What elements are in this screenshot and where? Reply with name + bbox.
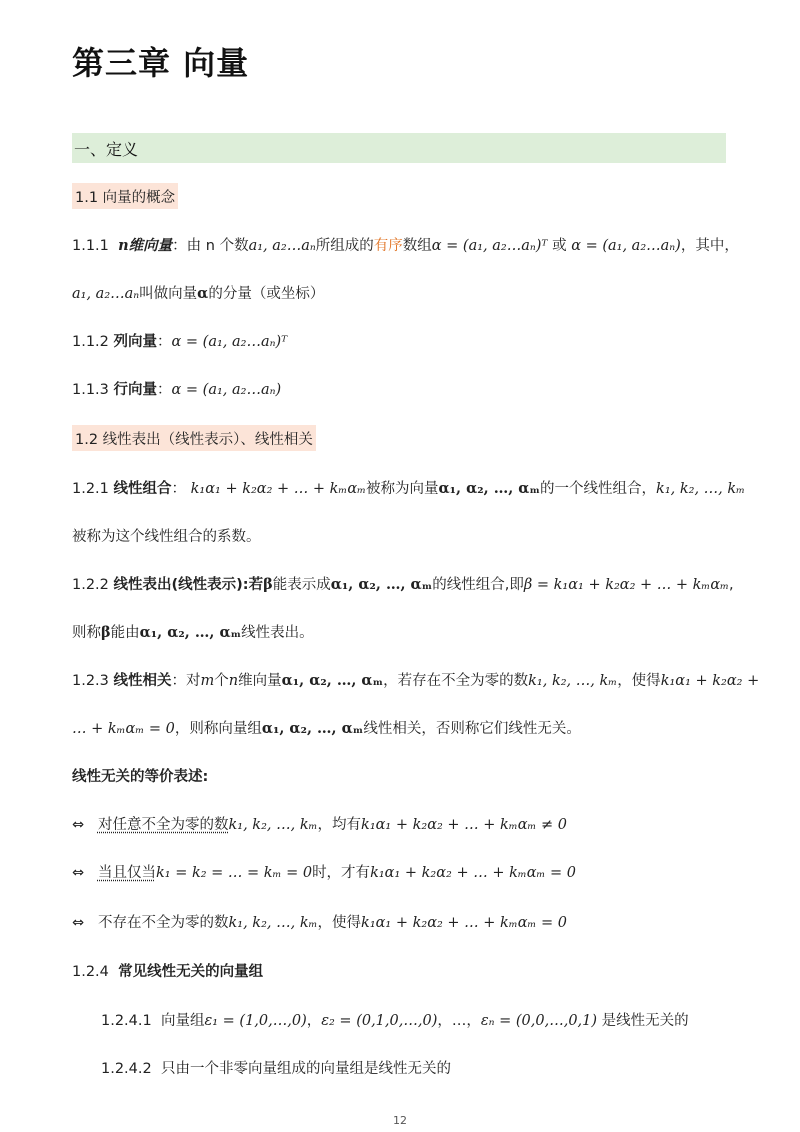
math-en: εₙ = (0,0,…,0,1) <box>480 1013 598 1029</box>
equivalence-item <box>72 912 567 934</box>
equivalent-statements-title: 线性无关的等价表述: <box>72 769 209 785</box>
math-formula: k₁α₁ + k₂α₂ + … + kₘαₘ = 0 <box>370 865 577 881</box>
math-coefficients: k₁, k₂, …, kₘ <box>528 673 618 689</box>
para-number: 1.2.3 <box>72 673 109 689</box>
term-linear-dependence: 线性相关 <box>113 673 172 689</box>
text: 线性相关，否则称它们线性无关。 <box>363 721 581 737</box>
para-1-2-1-cont: 被称为这个线性组合的系数。 <box>72 529 261 545</box>
text: 的线性组合,即 <box>432 577 524 593</box>
equivalence-item <box>72 862 576 884</box>
text: ： <box>171 481 187 497</box>
math-vectors: α₁, α₂, …, αₘ <box>330 576 433 593</box>
para-number: 1.1.1 <box>72 238 109 254</box>
para-1-2-4-2 <box>101 1058 451 1080</box>
text: , <box>729 577 734 593</box>
para-1-2-2 <box>72 574 734 596</box>
term-linear-representation: 线性表出(线性表示) <box>113 577 243 593</box>
para-number: 1.1.3 <box>72 382 109 398</box>
math-e1: ε₁ = (1,0,…,0) <box>204 1013 307 1029</box>
math-formula: β = k₁α₁ + k₂α₂ + … + kₘαₘ <box>523 577 729 593</box>
math-coefficients: k₁, k₂, …, kₘ <box>656 481 746 497</box>
iff-arrow-icon: ⇔ <box>72 817 85 833</box>
iff-arrow-icon: ⇔ <box>72 915 85 931</box>
term-linear-combination: 线性组合 <box>113 481 172 497</box>
math-e2: ε₂ = (0,1,0,…,0) <box>321 1013 438 1029</box>
text: ，若存在不全为零的数 <box>383 673 529 689</box>
page-number: 12 <box>393 1114 407 1127</box>
math-beta: β <box>101 624 111 641</box>
text: :若 <box>242 577 264 593</box>
text: ，…， <box>437 1013 481 1029</box>
math-vectors: α₁, α₂, …, αₘ <box>438 480 541 497</box>
term-common-independent-sets: 常见线性无关的向量组 <box>118 964 264 980</box>
math-combination: k₁α₁ + k₂α₂ + … + kₘαₘ <box>190 481 366 497</box>
equivalence-item <box>72 814 567 836</box>
text: 能由 <box>110 625 140 641</box>
math-row-vector: α = (a₁, a₂…aₙ) <box>571 238 681 254</box>
para-number: 1.2.4.2 <box>101 1061 152 1077</box>
text: ： <box>157 334 172 350</box>
para-1-2-1 <box>72 478 745 500</box>
math-formula: k₁α₁ + k₂α₂ + … + kₘαₘ ≠ 0 <box>361 817 567 833</box>
math-beta: β <box>263 576 273 593</box>
math-coefficients: k₁, k₂, …, kₘ <box>228 817 318 833</box>
para-1-2-3-cont <box>72 718 581 740</box>
text: 被称为向量 <box>366 481 439 497</box>
text: ，使得 <box>617 673 661 689</box>
text: 个 <box>214 673 229 689</box>
para-number: 1.2.4.1 <box>101 1013 152 1029</box>
text: 当且仅当 <box>97 865 156 881</box>
math-vectors: α₁, α₂, …, αₘ <box>139 624 242 641</box>
para-1-1-1-cont <box>72 283 324 305</box>
text: 或 <box>547 238 572 254</box>
math-coefficients: k₁ = k₂ = … = kₘ = 0 <box>155 865 313 881</box>
text: ：对 <box>171 673 201 689</box>
term-n-dim-vector: n维向量 <box>118 237 173 254</box>
math-column-vector: α = (a₁, a₂…aₙ)ᵀ <box>431 238 548 254</box>
subsection-heading-1-1: 1.1 向量的概念 <box>72 183 178 209</box>
math-formula: α = (a₁, a₂…aₙ) <box>171 382 282 398</box>
math-components: a₁, a₂…aₙ <box>72 286 140 302</box>
math-components: a₁, a₂…aₙ <box>248 238 316 254</box>
text: 的分量（或坐标） <box>208 286 325 302</box>
text: ，则称向量组 <box>174 721 262 737</box>
term-row-vector: 行向量 <box>113 382 158 398</box>
para-number: 1.2.2 <box>72 577 109 593</box>
math-combination: k₁α₁ + k₂α₂ + <box>660 673 760 689</box>
text: ：由 n 个数 <box>172 238 249 254</box>
term-column-vector: 列向量 <box>113 334 158 350</box>
section-heading-definition: 一、定义 <box>72 133 726 163</box>
text: ，其中， <box>680 238 739 254</box>
para-number: 1.2.1 <box>72 481 109 497</box>
para-1-2-2-cont <box>72 622 314 644</box>
para-1-1-2 <box>72 331 287 353</box>
math-m: m <box>200 673 215 689</box>
text: 时，才有 <box>312 865 371 881</box>
text: ，使得 <box>317 915 362 931</box>
math-coefficients: k₁, k₂, …, kₘ <box>228 915 318 931</box>
text: 则称 <box>72 625 101 641</box>
para-1-2-4 <box>72 961 263 983</box>
text: 线性表出。 <box>241 625 314 641</box>
text: 叫做向量 <box>139 286 198 302</box>
math-combination: … + kₘαₘ = 0 <box>72 721 175 737</box>
math-alpha: α <box>197 285 209 302</box>
subsection-heading-1-2: 1.2 线性表出（线性表示）、线性相关 <box>72 425 316 451</box>
text: 是线性无关的 <box>597 1013 689 1029</box>
text: 数组 <box>402 238 432 254</box>
math-formula: α = (a₁, a₂…aₙ)ᵀ <box>171 334 288 350</box>
math-vectors: α₁, α₂, …, αₘ <box>281 672 384 689</box>
para-1-1-1 <box>72 235 739 257</box>
text: ， <box>306 1013 322 1029</box>
para-1-2-4-1 <box>101 1010 689 1032</box>
para-1-1-3 <box>72 379 281 401</box>
math-formula: k₁α₁ + k₂α₂ + … + kₘαₘ = 0 <box>361 915 567 931</box>
math-vectors: α₁, α₂, …, αₘ <box>261 720 364 737</box>
para-number: 1.1.2 <box>72 334 109 350</box>
text: ，均有 <box>317 817 362 833</box>
text: 只由一个非零向量组成的向量组是线性无关的 <box>160 1061 451 1077</box>
text: ： <box>157 382 172 398</box>
text: 的一个线性组合， <box>540 481 657 497</box>
highlight-ordered: 有序 <box>373 238 403 254</box>
iff-arrow-icon: ⇔ <box>72 865 85 881</box>
text: 维向量 <box>238 673 282 689</box>
text: 不存在不全为零的数 <box>97 915 229 931</box>
math-n: n <box>228 673 239 689</box>
chapter-title: 第三章 向量 <box>72 44 250 82</box>
para-number: 1.2.4 <box>72 964 109 980</box>
text: 向量组 <box>160 1013 205 1029</box>
para-1-2-3 <box>72 670 759 692</box>
text: 能表示成 <box>272 577 331 593</box>
text: 所组成的 <box>315 238 374 254</box>
text: 对任意不全为零的数 <box>97 817 229 833</box>
